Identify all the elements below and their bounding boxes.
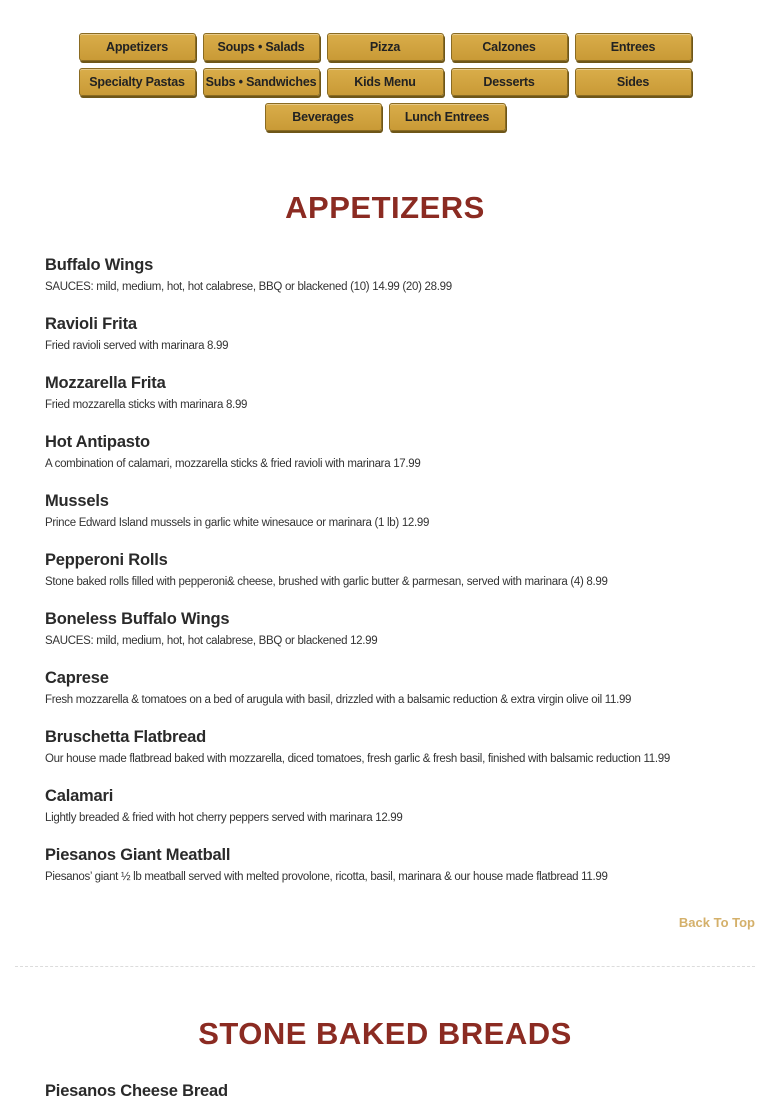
menu-item-name: Mussels bbox=[45, 492, 109, 510]
menu-item-description: Prince Edward Island mussels in garlic white winesauce or marinara (1 lb) 12.99 bbox=[45, 517, 430, 529]
menu-item-name: Ravioli Frita bbox=[45, 315, 137, 333]
menu-item-name: Hot Antipasto bbox=[45, 433, 150, 451]
nav-button-pizza[interactable]: Pizza bbox=[327, 33, 444, 61]
nav-row-1 bbox=[0, 33, 770, 61]
menu-item-name: Bruschetta Flatbread bbox=[45, 728, 207, 746]
menu-item-name: Boneless Buffalo Wings bbox=[45, 610, 230, 628]
menu-item bbox=[45, 372, 745, 431]
menu-category-nav bbox=[0, 33, 770, 138]
menu-item-description: Stone baked rolls filled with pepperoni& cheese, brushed with garlic butter & parmesan, served with marinara (4) 8.99 bbox=[45, 576, 608, 588]
menu-item bbox=[45, 490, 745, 549]
menu-item bbox=[45, 313, 745, 372]
nav-button-soups-salads[interactable]: Soups • Salads bbox=[203, 33, 320, 61]
section-divider bbox=[15, 966, 755, 967]
menu-item bbox=[45, 844, 745, 903]
menu-item-description: Fried mozzarella sticks with marinara 8.99 bbox=[45, 399, 248, 411]
appetizers-heading: APPETIZERS bbox=[285, 190, 485, 225]
menu-item bbox=[45, 549, 745, 608]
nav-button-sides[interactable]: Sides bbox=[575, 68, 692, 96]
nav-button-specialty-pastas[interactable]: Specialty Pastas bbox=[79, 68, 196, 96]
menu-item-name: Mozzarella Frita bbox=[45, 374, 166, 392]
nav-row-2 bbox=[0, 68, 770, 96]
menu-item bbox=[45, 726, 745, 785]
menu-item-description: Our house made flatbread baked with mozzarella, diced tomatoes, fresh garlic & fresh basil, finished with balsamic reduction 11.99 bbox=[45, 753, 670, 765]
nav-button-entrees[interactable]: Entrees bbox=[575, 33, 692, 61]
menu-item-name: Piesanos Giant Meatball bbox=[45, 846, 231, 864]
stone-baked-breads-heading: STONE BAKED BREADS bbox=[198, 1016, 572, 1051]
menu-item-name: Caprese bbox=[45, 669, 109, 687]
menu-item bbox=[45, 431, 745, 490]
nav-button-lunch-entrees[interactable]: Lunch Entrees bbox=[389, 103, 506, 131]
nav-row-3 bbox=[0, 103, 770, 131]
menu-item-description: Fresh mozzarella & tomatoes on a bed of arugula with basil, drizzled with a balsamic reduction & extra virgin olive oil 11.99 bbox=[45, 694, 632, 706]
nav-button-subs-sandwiches[interactable]: Subs • Sandwiches bbox=[203, 68, 320, 96]
menu-item-description: SAUCES: mild, medium, hot, hot calabrese, BBQ or blackened 12.99 bbox=[45, 635, 378, 647]
nav-button-desserts[interactable]: Desserts bbox=[451, 68, 568, 96]
menu-item-name: Piesanos Cheese Bread bbox=[45, 1082, 228, 1100]
menu-item-description: SAUCES: mild, medium, hot, hot calabrese, BBQ or blackened (10) 14.99 (20) 28.99 bbox=[45, 281, 452, 293]
menu-item-description: A combination of calamari, mozzarella sticks & fried ravioli with marinara 17.99 bbox=[45, 458, 421, 470]
menu-item-name: Calamari bbox=[45, 787, 114, 805]
menu-item bbox=[45, 608, 745, 667]
menu-item bbox=[45, 254, 745, 313]
appetizers-list bbox=[45, 254, 745, 903]
nav-button-kids-menu[interactable]: Kids Menu bbox=[327, 68, 444, 96]
nav-button-appetizers[interactable]: Appetizers bbox=[79, 33, 196, 61]
nav-button-beverages[interactable]: Beverages bbox=[265, 103, 382, 131]
menu-item-description: Piesanos’ giant ½ lb meatball served with melted provolone, ricotta, basil, marinara & our house made flatbread 11.99 bbox=[45, 871, 608, 883]
menu-item-name: Buffalo Wings bbox=[45, 256, 154, 274]
menu-item-description: Fried ravioli served with marinara 8.99 bbox=[45, 340, 229, 352]
nav-button-calzones[interactable]: Calzones bbox=[451, 33, 568, 61]
menu-item bbox=[45, 785, 745, 844]
back-to-top-link[interactable]: Back To Top bbox=[678, 915, 755, 930]
menu-item-name: Pepperoni Rolls bbox=[45, 551, 168, 569]
menu-item bbox=[45, 1080, 228, 1102]
menu-item bbox=[45, 667, 745, 726]
menu-item-description: Lightly breaded & fried with hot cherry peppers served with marinara 12.99 bbox=[45, 812, 403, 824]
